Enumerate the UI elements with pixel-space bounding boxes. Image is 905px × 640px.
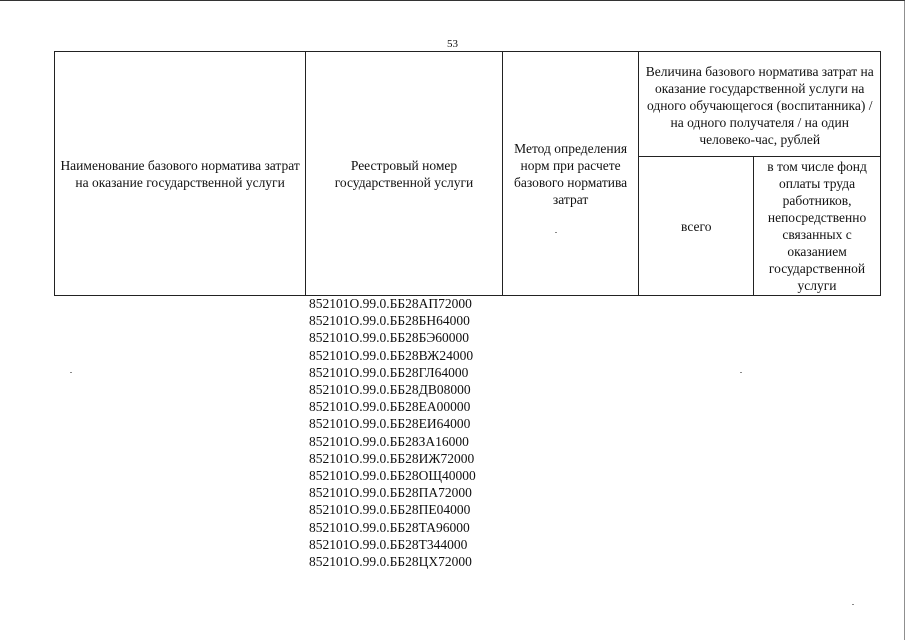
header-row-top (55, 52, 881, 157)
registry-code: 852101О.99.0.ББ28ИЖ72000 (309, 450, 475, 466)
scan-speck (740, 372, 742, 373)
registry-code: 852101О.99.0.ББ28ЦХ72000 (309, 554, 472, 570)
registry-code: 852101О.99.0.ББ28ВЖ24000 (309, 347, 474, 363)
scan-top-edge (0, 0, 905, 1)
registry-code: 852101О.99.0.ББ28ЕИ64000 (309, 416, 471, 432)
header-registry-number: Реестровый номер государственной услуги (306, 52, 503, 296)
norms-header-table (54, 51, 881, 296)
header-total: всего (639, 157, 754, 296)
registry-code: 852101О.99.0.ББ28ТА96000 (309, 519, 470, 535)
header-base-norm-value: Величина базового норматива затрат на оказание государственной услуги на одного обучающегося (воспитанника) / на одного получателя / на один человеко-час, рублей (639, 52, 881, 157)
registry-code: 852101О.99.0.ББ28ДВ08000 (309, 382, 471, 398)
registry-code: 852101О.99.0.ББ28ПЕ04000 (309, 502, 471, 518)
scan-speck (852, 604, 854, 605)
scan-speck (555, 232, 557, 233)
scan-speck (70, 372, 72, 373)
header-base-norm-name: Наименование базового норматива затрат на оказание государственной услуги (55, 52, 306, 296)
page-number: 53 (447, 38, 458, 50)
registry-code: 852101О.99.0.ББ28АП72000 (309, 296, 472, 311)
registry-code: 852101О.99.0.ББ28Т344000 (309, 536, 468, 552)
registry-code: 852101О.99.0.ББ28ГЛ64000 (309, 364, 469, 380)
header-method: Метод определения норм при расчете базового норматива затрат (502, 52, 639, 296)
registry-code: 852101О.99.0.ББ28БН64000 (309, 313, 470, 329)
registry-code: 852101О.99.0.ББ28ПА72000 (309, 485, 472, 501)
registry-code: 852101О.99.0.ББ28ЕА00000 (309, 399, 471, 415)
registry-code: 852101О.99.0.ББ28ЗА16000 (309, 433, 469, 449)
registry-codes-list (309, 295, 476, 570)
registry-code: 852101О.99.0.ББ28БЭ60000 (309, 330, 470, 346)
header-labor-fund: в том числе фонд оплаты труда работников, непосредственно связанных с оказанием государственной услуги (754, 157, 881, 296)
registry-code: 852101О.99.0.ББ28ОЩ40000 (309, 468, 476, 484)
